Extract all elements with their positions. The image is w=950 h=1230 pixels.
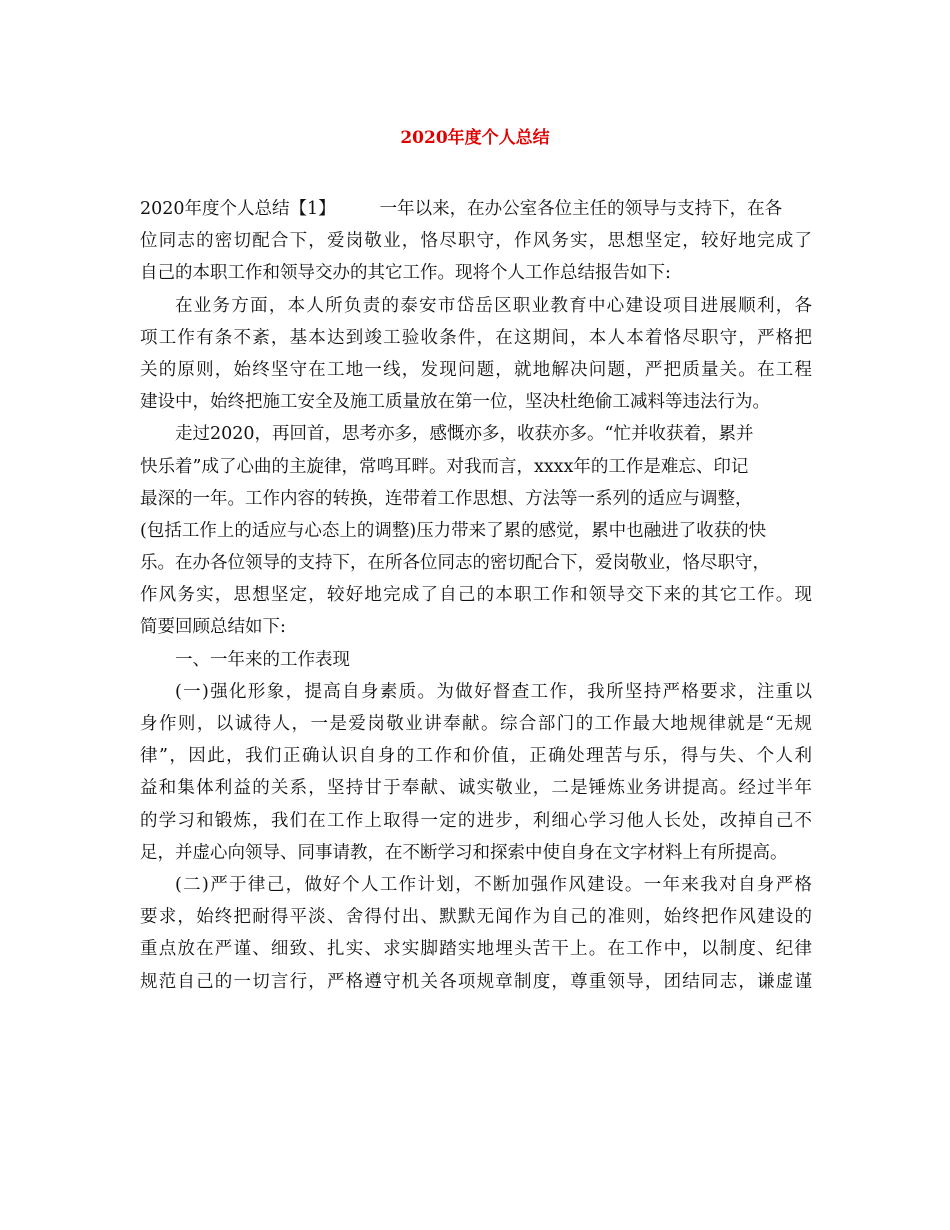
text-line: 自己的本职工作和领导交办的其它工作。现将个人工作总结报告如下: bbox=[140, 263, 671, 284]
section-heading: 一、一年来的工作表现 bbox=[175, 649, 350, 670]
text-line: 规范自己的一切言行，严格遵守机关各项规章制度，尊重领导，团结同志，谦虚谨 bbox=[140, 971, 812, 992]
text-fragment: 一年以来，在办公室各位主任的领导与支持下，在各 bbox=[379, 199, 783, 219]
text-line: (包括工作上的适应与心态上的调整)压力带来了累的感觉，累中也融进了收获的快 bbox=[140, 520, 767, 541]
text-line: 律”，因此，我们正确认识自身的工作和价值，正确处理苦与乐，得与失、个人利 bbox=[140, 746, 812, 767]
text-line: 要求，始终把耐得平淡、舍得付出、默默无闻作为自己的准则，始终把作风建设的 bbox=[140, 907, 812, 928]
text-line: 快乐着”成了心曲的主旋律，常鸣耳畔。对我而言，xxxx年的工作是难忘、印记 bbox=[140, 456, 749, 477]
text-line: (一)强化形象，提高自身素质。为做好督查工作，我所坚持严格要求，注重以 bbox=[175, 681, 812, 702]
text-line: 重点放在严谨、细致、扎实、求实脚踏实地埋头苦干上。在工作中，以制度、纪律 bbox=[140, 939, 812, 960]
text-line: 在业务方面，本人所负责的泰安市岱岳区职业教育中心建设项目进展顺利，各 bbox=[175, 295, 812, 316]
text-line: (二)严于律己，做好个人工作计划，不断加强作风建设。一年来我对自身严格 bbox=[175, 874, 812, 895]
text-line: 项工作有条不紊，基本达到竣工验收条件，在这期间，本人本着恪尽职守，严格把 bbox=[140, 327, 812, 348]
text-line bbox=[140, 193, 812, 225]
document-title: 2020年度个人总结 bbox=[400, 128, 550, 148]
text-line: 的学习和锻炼，我们在工作上取得一定的进步，利细心学习他人长处，改掉自己不 bbox=[140, 810, 812, 831]
text-line: 足，并虚心向领导、同事请教，在不断学习和探索中使自身在文字材料上有所提高。 bbox=[140, 842, 788, 863]
text-line: 作风务实，思想坚定，较好地完成了自己的本职工作和领导交下来的其它工作。现 bbox=[140, 585, 812, 606]
text-line: 位同志的密切配合下，爱岗敬业，恪尽职守，作风务实，思想坚定，较好地完成了 bbox=[140, 231, 812, 252]
text-line: 简要回顾总结如下: bbox=[140, 617, 286, 638]
section-heading-inline: 2020年度个人总结【1】 bbox=[140, 199, 336, 219]
text-line: 最深的一年。工作内容的转换，连带着工作思想、方法等一系列的适应与调整， bbox=[140, 488, 753, 509]
text-line: 关的原则，始终坚守在工地一线，发现问题，就地解决问题，严把质量关。在工程 bbox=[140, 359, 812, 380]
text-line: 身作则，以诚待人，一是爱岗敬业讲奉献。综合部门的工作最大地规律就是“无规 bbox=[140, 714, 812, 734]
text-line: 建设中，始终把施工安全及施工质量放在第一位，坚决杜绝偷工减料等违法行为。 bbox=[140, 392, 770, 413]
text-line: 益和集体利益的关系，坚持甘于奉献、诚实敬业，二是锤炼业务讲提高。经过半年 bbox=[140, 778, 812, 799]
document-body bbox=[140, 193, 812, 998]
text-line: 乐。在办各位领导的支持下，在所各位同志的密切配合下，爱岗敬业，恪尽职守， bbox=[140, 553, 770, 574]
text-line: 走过2020，再回首，思考亦多，感慨亦多，收获亦多。“忙并收获着，累并 bbox=[175, 424, 754, 445]
